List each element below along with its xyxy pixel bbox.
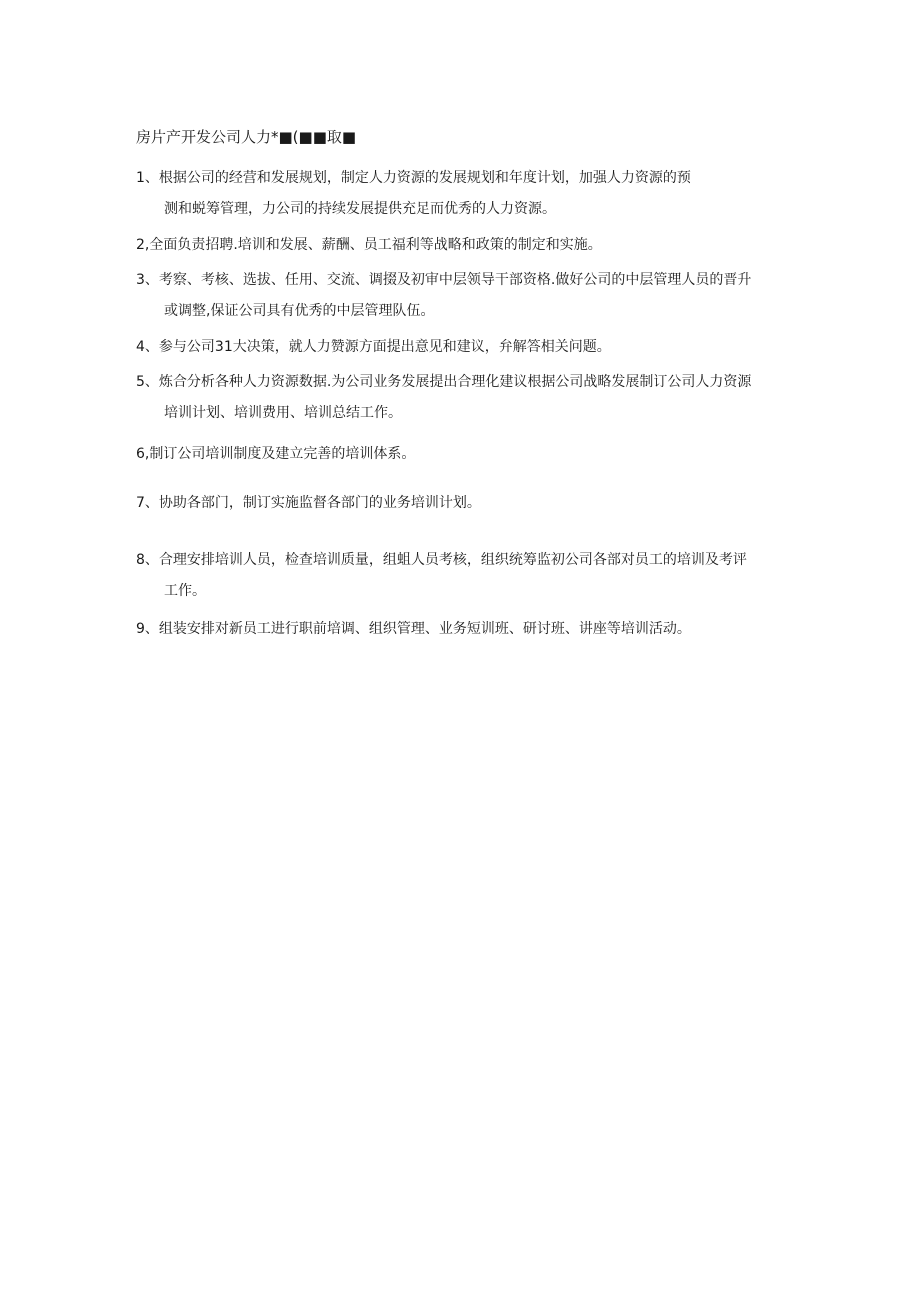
list-item-6	[136, 444, 415, 464]
list-item-2-line-1: 2,全面负责招聘.培训和发展、薪酬、员工福利等战略和政策的制定和实施。	[136, 237, 602, 253]
list-item-3	[136, 270, 751, 321]
list-item-9-line-1: 9、组装安排对新员工进行职前培调、组织管理、业务短训班、研讨班、讲座等培训活动。	[136, 621, 691, 637]
list-item-4-line-1: 4、参与公司31大决策，就人力赞源方面提出意见和建议，弁解答相关问题。	[136, 339, 611, 355]
list-item-2	[136, 235, 602, 255]
list-item-7	[136, 493, 481, 513]
list-item-1-line-1: 1、根据公司的经营和发展规划，制定人力资源的发展规划和年度计划，加强人力资源的预	[136, 170, 691, 186]
list-item-7-line-1: 7、协助各部门，制订实施监督各部门的业务培训计划。	[136, 495, 481, 511]
list-item-3-line-2: 或调整,保证公司具有优秀的中层管理队伍。	[164, 303, 435, 319]
list-item-5	[136, 372, 751, 423]
list-item-1	[136, 168, 691, 219]
list-item-4	[136, 337, 611, 357]
document-title: 房片产开发公司人力*■(■■取■	[136, 128, 357, 146]
list-item-8-line-2: 工作。	[164, 583, 206, 599]
list-item-5-line-1: 5、炼合分析各种人力资源数据.为公司业务发展提出合理化建议根据公司战略发展制订公司人力资源	[136, 374, 752, 390]
list-item-6-line-1: 6,制订公司培训制度及建立完善的培训体系。	[136, 446, 416, 462]
list-item-8	[136, 550, 747, 601]
list-item-9	[136, 619, 691, 639]
list-item-5-line-2: 培训计划、培训费用、培训总结工作。	[164, 405, 402, 421]
list-item-1-line-2: 测和蜕筹管理，力公司的持续发展提供充足而优秀的人力资源。	[164, 201, 556, 217]
list-item-8-line-1: 8、合理安排培训人员，检查培训质量，组蛆人员考核，组织统筹监初公司各部对员工的培训及考评	[136, 552, 747, 568]
list-item-3-line-1: 3、考察、考核、选拔、任用、交流、调掇及初审中层领导干部资格.做好公司的中层管理人员的晋升	[136, 272, 752, 288]
